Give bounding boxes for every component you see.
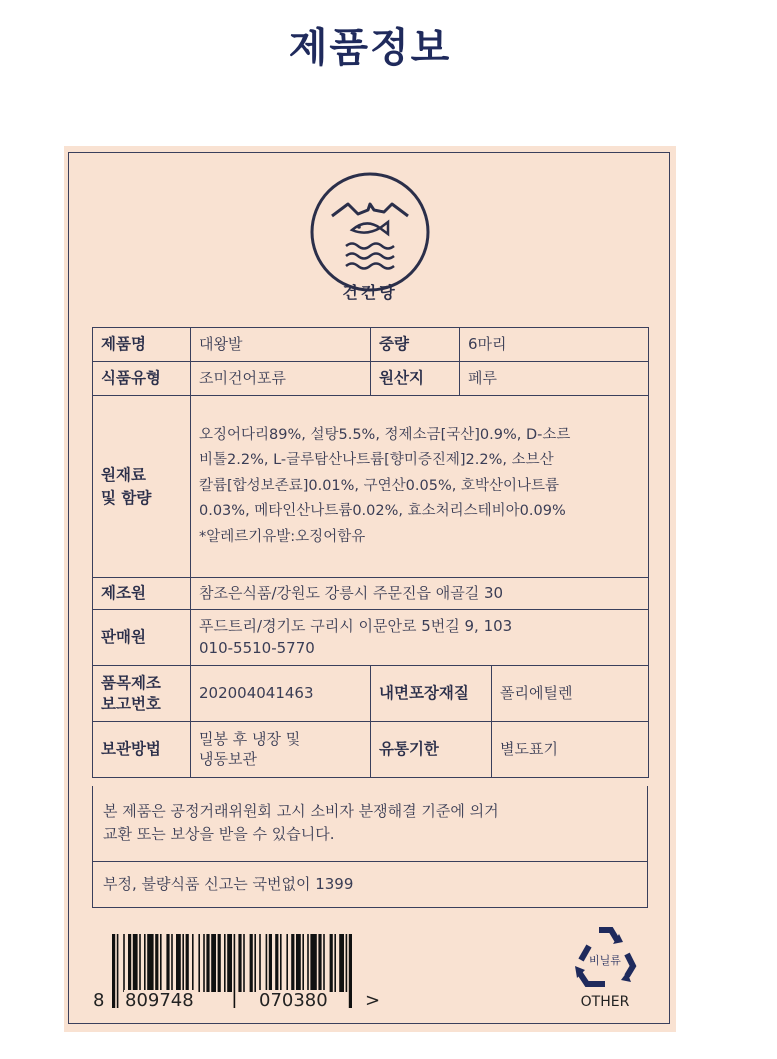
storage-label: 보관방법 <box>93 722 191 778</box>
barcode-bar <box>206 934 209 992</box>
barcode-bar <box>144 934 146 992</box>
barcode-bar <box>166 934 169 992</box>
barcode-bar <box>310 934 316 992</box>
food-type-value: 조미건어포류 <box>191 362 371 396</box>
barcode-bar <box>117 934 119 1008</box>
storage-line: 냉동보관 <box>199 749 257 768</box>
report-no-label-line: 품목제조 <box>101 674 161 693</box>
barcode-bar <box>155 934 158 992</box>
table-row <box>93 610 649 666</box>
barcode-bar <box>123 934 125 992</box>
barcode-bar <box>323 934 325 992</box>
barcode-bar <box>243 934 245 992</box>
barcode-bar <box>139 934 141 992</box>
table-row <box>93 328 649 362</box>
barcode-bar <box>234 934 236 1008</box>
barcode-bar <box>133 934 138 992</box>
storage-value <box>191 722 371 778</box>
storage-line: 밀봉 후 냉장 및 <box>199 730 301 748</box>
barcode-bar <box>286 934 288 992</box>
brand-logo-icon <box>308 170 432 294</box>
barcode-bar <box>291 934 294 992</box>
barcode-bar <box>176 934 181 992</box>
seller-line: 푸드트리/경기도 구리시 이문안로 5번길 9, 103 <box>199 616 513 635</box>
barcode-bar <box>330 934 333 992</box>
seller-label: 판매원 <box>93 610 191 666</box>
table-row <box>93 396 649 578</box>
report-no-value: 202004041463 <box>191 666 371 722</box>
barcode-end-marker: > <box>365 990 381 1011</box>
barcode-bar <box>224 934 226 992</box>
barcode-bar <box>203 934 205 992</box>
barcode-bar <box>266 934 268 992</box>
origin-label: 원산지 <box>371 362 460 396</box>
product-name-value: 대왕발 <box>191 328 371 362</box>
recycle-icon <box>569 924 641 990</box>
product-info-table <box>92 327 649 778</box>
product-name-label: 제품명 <box>93 328 191 362</box>
weight-label: 중량 <box>371 328 460 362</box>
expiry-label: 유통기한 <box>371 722 492 778</box>
recycle-label: OTHER <box>580 994 630 1010</box>
barcode-bar <box>198 934 200 992</box>
barcode-bar <box>218 934 221 992</box>
barcode-bar <box>334 934 336 992</box>
barcode-bar <box>318 934 321 992</box>
barcode-bar <box>269 934 272 992</box>
seller-value <box>191 610 649 666</box>
product-label-card <box>64 146 676 1032</box>
table-row <box>93 722 649 778</box>
consumer-notice <box>92 786 648 862</box>
barcode-bar <box>346 934 348 992</box>
weight-value: 6마리 <box>460 328 649 362</box>
table-row <box>93 578 649 610</box>
packaging-label: 내면포장재질 <box>371 666 492 722</box>
ingredients-line: 오징어다리89%, 설탕5.5%, 정제소금[국산]0.9%, D-소르 <box>199 427 571 444</box>
recycle-material: 비닐류 <box>589 954 621 967</box>
barcode-bar <box>296 934 301 992</box>
ingredients-value <box>191 396 649 578</box>
ingredients-line: 비톨2.2%, L-글루탐산나트륨[향미증진제]2.2%, 소브산 <box>199 452 554 469</box>
barcode-bar <box>280 934 282 992</box>
page-title: 제품정보 <box>288 25 452 71</box>
barcode-bar <box>160 934 162 992</box>
barcode-bar <box>349 934 352 1008</box>
barcode-bar <box>254 934 256 992</box>
barcode-bar <box>192 934 194 992</box>
food-type-label: 식품유형 <box>93 362 191 396</box>
expiry-value: 별도표기 <box>492 722 649 778</box>
brand-name: 건건당 <box>342 283 398 302</box>
ingredients-label-line: 원재료 <box>101 466 146 485</box>
table-row <box>93 666 649 722</box>
notice-line: 본 제품은 공정거래위원회 고시 소비자 분쟁해결 기준에 의거 <box>103 802 499 820</box>
barcode-bar <box>227 934 232 992</box>
barcode-bar <box>259 934 261 992</box>
barcode-bar <box>171 934 173 992</box>
manufacturer-value: 참조은식품/강원도 강릉시 주문진읍 애골길 30 <box>191 578 649 610</box>
ingredients-label <box>93 396 191 578</box>
barcode-bar <box>147 934 153 992</box>
barcode-left-group: 809748 <box>125 990 194 1011</box>
manufacturer-label: 제조원 <box>93 578 191 610</box>
barcode-bar <box>238 934 241 992</box>
barcode-bar <box>339 934 344 992</box>
barcode-bar <box>307 934 309 992</box>
ingredients-line: 칼륨[합성보존료]0.01%, 구연산0.05%, 호박산이나트륨 <box>199 477 559 494</box>
barcode-bar <box>250 934 253 992</box>
report-hotline: 부정, 불량식품 신고는 국번없이 1399 <box>92 862 648 908</box>
barcode-bar <box>186 934 189 992</box>
barcode-right-group: 070380 <box>259 990 328 1011</box>
report-no-label-line: 보고번호 <box>101 694 161 713</box>
packaging-value: 폴리에틸렌 <box>492 666 649 722</box>
ingredients-label-line: 및 함량 <box>101 488 152 507</box>
ingredients-line: 0.03%, 메타인산나트륨0.02%, 효소처리스테비아0.09% <box>199 503 566 520</box>
barcode-bar <box>128 934 131 992</box>
allergy-line: *알레르기유발:오징어함유 <box>199 528 366 545</box>
barcode-bar <box>275 934 278 992</box>
barcode-bar <box>302 934 304 992</box>
barcode-bar <box>211 934 216 992</box>
seller-phone: 010-5510-5770 <box>199 638 315 657</box>
barcode-bar <box>182 934 184 992</box>
notice-line: 교환 또는 보상을 받을 수 있습니다. <box>103 824 335 843</box>
origin-value: 페루 <box>460 362 649 396</box>
report-no-label <box>93 666 191 722</box>
barcode-bar <box>112 934 115 1008</box>
table-row <box>93 362 649 396</box>
barcode-first-digit: 8 <box>93 990 105 1011</box>
